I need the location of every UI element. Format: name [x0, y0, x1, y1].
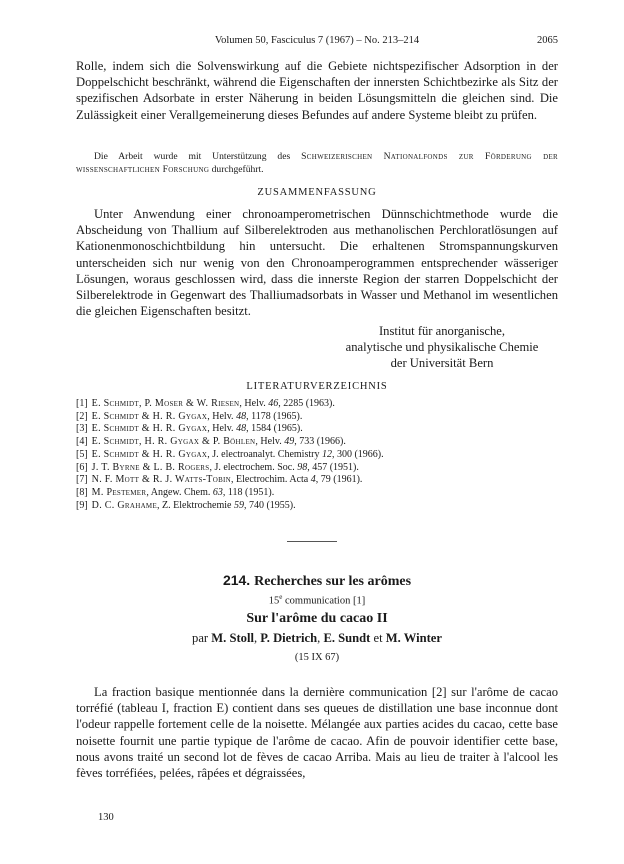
communication-text: communication [1]	[282, 595, 366, 607]
reference-number: [7]	[76, 474, 88, 486]
reference-number: [9]	[76, 499, 88, 511]
acknowledgement	[76, 150, 558, 176]
reference-journal: , J. electroanalyt. Chemistry	[207, 448, 322, 460]
reference-volume: 59	[233, 499, 244, 511]
communication-line	[76, 593, 558, 607]
reference-number: [5]	[76, 448, 88, 460]
reference-number: [6]	[76, 461, 88, 473]
reference-authors: M. Pestemer	[91, 486, 147, 498]
author-prefix: par	[192, 631, 209, 645]
reference-authors: E. Schmidt & H. R. Gygax	[91, 448, 208, 460]
article-body: La fraction basique mentionnée dans la dernière communication [2] sur l'arôme de cacao torréfié (tableau I, fraction E) contient dans ses queues de distillation une base inconnue dont l'odeur rappelle fortement celle de la noisette. Mélangée aux parties acides du cacao, cette base noisette fournit une partie typique de l'arôme de cacao. Afin de pouvoir identifier cette base, nous avons traité un second lot de fèves de cacao Arriba. Mais au lieu de traiter à l'alcool les fèves torréfiées, pelées, râpées et dégraissées,	[76, 685, 558, 781]
reference-item	[76, 474, 558, 487]
reference-number: [4]	[76, 436, 88, 448]
reference-pages-year: , 1178 (1965).	[246, 410, 303, 422]
reference-number: [1]	[76, 398, 88, 409]
article-body-section	[76, 684, 558, 781]
reference-item	[76, 423, 558, 436]
reference-authors: E. Schmidt & H. R. Gygax	[91, 423, 208, 435]
author-2: P. Dietrich	[260, 631, 318, 645]
article-subtitle: Sur l'arôme du cacao II	[246, 611, 388, 626]
reference-authors: E. Schmidt & H. R. Gygax	[91, 410, 208, 422]
affiliation-line-2: analytische und physikalische Chemie	[345, 340, 539, 355]
acknowledgement-section	[76, 150, 558, 176]
author-conjunction: et	[373, 631, 383, 645]
footer-number: 130	[98, 812, 114, 823]
reference-volume: 98	[297, 461, 308, 473]
reference-item	[76, 411, 558, 424]
intro-paragraph: Rolle, indem sich die Solvenswirkung auf die Gebiete nichtspezifischer Adsorption in der Doppelschicht beschränkt, während die Eigenschaften der innersten Schichtbezirke als Sitz der spezifischen Adsorbate in erster Näherung in beiden Lösungsmitteln die gleichen sind. Die Zulässigkeit einer Verallgemeinerung dieses Befundes auf andere Systeme bleibt zu prüfen.	[76, 59, 558, 122]
reference-volume: 49	[284, 436, 295, 448]
reference-pages-year: , 79 (1961).	[315, 474, 363, 486]
author-line: par M. Stoll, P. Dietrich, E. Sundt et M. Winter	[192, 631, 442, 645]
article-title-text: Recherches sur les arômes	[254, 574, 412, 589]
article-number: 214.	[222, 572, 251, 588]
references-heading: LITERATURVERZEICHNIS	[246, 381, 388, 392]
reference-number: [3]	[76, 423, 88, 435]
reference-item	[76, 500, 558, 513]
summary-body	[76, 206, 558, 319]
reference-volume: 4	[310, 474, 316, 486]
section-divider	[287, 541, 337, 542]
reference-item	[76, 487, 558, 500]
running-title: Volumen 50, Fasciculus 7 (1967) – No. 213–214	[214, 35, 420, 46]
page-number: 2065	[537, 35, 558, 46]
communication-suffix: e	[279, 593, 283, 601]
reference-journal: , Helv.	[207, 423, 237, 435]
reference-journal: , Helv.	[207, 410, 237, 422]
intro-section	[76, 58, 558, 123]
acknowledgement-before: Die Arbeit wurde mit Unterstützung des	[94, 151, 302, 162]
reference-authors: E. Schmidt, P. Moser & W. Riesen	[91, 398, 240, 409]
affiliation	[325, 323, 559, 372]
affiliation-line-1: Institut für anorganische,	[378, 324, 506, 338]
reference-authors: J. T. Byrne & L. B. Rogers	[91, 461, 210, 473]
summary-heading: ZUSAMMENFASSUNG	[257, 187, 377, 198]
reference-number: [8]	[76, 486, 88, 498]
reference-item	[76, 436, 558, 449]
funder-name: Schweizerischen Nationalfonds zur Förderung der wissenschaftlichen Forschung	[76, 151, 558, 175]
reference-pages-year: , 733 (1966).	[294, 436, 346, 448]
acknowledgement-after: durchgeführt.	[209, 164, 264, 175]
reference-volume: 12	[321, 448, 332, 460]
reference-volume: 46	[268, 398, 279, 409]
author-3: E. Sundt	[323, 631, 371, 645]
reference-journal: , Z. Elektrochemie	[157, 499, 234, 511]
reference-pages-year: , 300 (1966).	[331, 448, 384, 460]
reference-authors: D. C. Grahame	[91, 499, 158, 511]
reference-authors: N. F. Mott & R. J. Watts-Tobin	[91, 474, 232, 486]
reference-journal: , Helv.	[239, 398, 269, 409]
reference-journal: , J. electrochem. Soc.	[209, 461, 298, 473]
reference-item	[76, 462, 558, 475]
received-date: (15 IX 67)	[294, 652, 340, 663]
reference-volume: 48	[236, 410, 247, 422]
reference-pages-year: , 118 (1951).	[222, 486, 275, 498]
reference-authors: E. Schmidt, H. R. Gygax & P. Böhlen	[91, 436, 256, 448]
reference-item	[76, 398, 558, 411]
reference-journal: , Angew. Chem.	[146, 486, 213, 498]
author-1: M. Stoll	[211, 631, 254, 645]
reference-journal: , Electrochim. Acta	[231, 474, 311, 486]
running-header	[76, 35, 558, 49]
summary-paragraph: Unter Anwendung einer chronoamperometrischen Dünnschichtmethode wurde die Abscheidung von Thallium auf Silberelektroden aus methanolischen Perchloratlösungen auf Kationenmonoschichtbildung hin untersucht. Die erhaltenen Stromspannungskurven unterscheiden sich nur wenig von den Chronoamperogrammen entsprechender wässeriger Lösungen, woraus geschlossen wird, dass die innerste Region der starren Doppelschicht der Silberelektrode in Gegenwart des Thalliumadsorbats in Wasser und Methanol im wesentlichen die gleichen Eigenschaften besitzt.	[76, 207, 558, 319]
reference-journal: , Helv.	[255, 436, 285, 448]
references-list	[76, 398, 558, 512]
reference-volume: 63	[212, 486, 223, 498]
reference-pages-year: , 457 (1951).	[307, 461, 359, 473]
reference-pages-year: , 2285 (1963).	[278, 398, 335, 409]
affiliation-line-3: der Universität Bern	[390, 356, 494, 371]
references-heading-block	[76, 381, 558, 392]
reference-volume: 48	[236, 423, 247, 435]
reference-pages-year: , 1584 (1965).	[246, 423, 303, 435]
author-4: M. Winter	[385, 631, 442, 645]
communication-number: 15	[268, 595, 280, 607]
reference-item	[76, 449, 558, 462]
summary-section	[76, 187, 558, 198]
reference-pages-year: , 740 (1955).	[243, 499, 296, 511]
reference-number: [2]	[76, 410, 88, 422]
article-title	[76, 572, 558, 590]
